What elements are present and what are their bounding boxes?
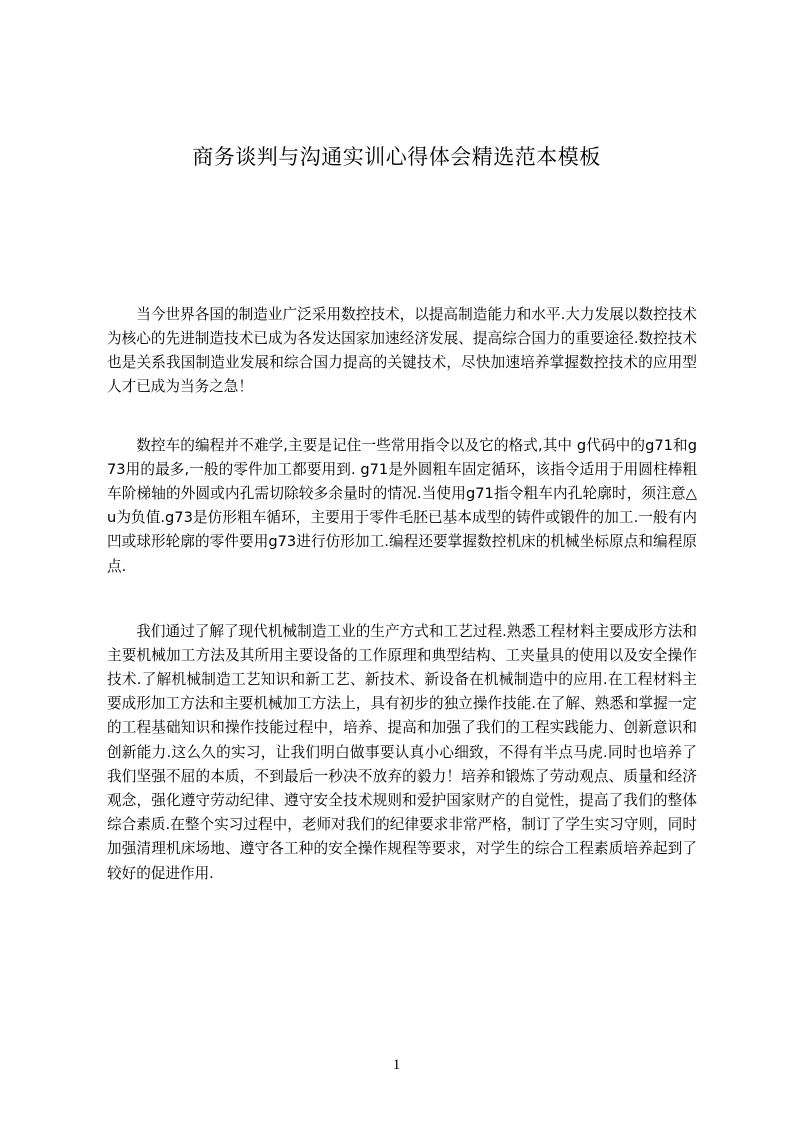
document-title: 商务谈判与沟通实训心得体会精选范本模板: [192, 145, 601, 169]
paragraph-training-experience: 我们通过了解了现代机械制造工业的生产方式和工艺过程.熟悉工程材料主要成形方法和主要机械加工方法及其所用主要设备的工作原理和典型结构、工夹量具的使用以及安全操作技术.了解机械制造工艺知识和新工艺、新技术、新设备在机械制造中的应用.在工程材料主要成形加工方法和主要机械加工方法上，具有初步的独立操作技能.在了解、熟悉和掌握一定的工程基础知识和操作技能过程中，培养、提高和加强了我们的工程实践能力、创新意识和创新能力.这么久的实习，让我们明白做事要认真小心细致，不得有半点马虎.同时也培养了我们坚强不屈的本质，不到最后一秒决不放弃的毅力！培养和锻炼了劳动观点、质量和经济观念，强化遵守劳动纪律、遵守安全技术规则和爱护国家财产的自觉性，提高了我们的整体综合素质.在整个实习过程中，老师对我们的纪律要求非常严格，制订了学生实习守则，同时加强清理机床场地、遵守各工种的安全操作规程等要求，对学生的综合工程素质培养起到了较好的促进作用.: [107, 622, 697, 882]
paragraph-cnc-importance: 当今世界各国的制造业广泛采用数控技术，以提高制造能力和水平.大力发展以数控技术为核心的先进制造技术已成为各发达国家加速经济发展、提高综合国力的重要途径.数控技术也是关系我国制造业发展和综合国力提高的关键技术，尽快加速培养掌握数控技术的应用型人才已成为当务之急！: [107, 305, 697, 396]
paragraph-cnc-programming: 数控车的编程并不难学,主要是记住一些常用指令以及它的格式,其中 g代码中的g71和g73用的最多,一般的零件加工都要用到. g71是外圆粗车固定循环，该指令适用于用圆柱棒粗车阶梯轴的外圆或内孔需切除较多余量时的情况.当使用g71指令粗车内孔轮廓时，须注意△u为负值.g73是仿形粗车循环，主要用于零件毛胚已基本成型的铸件或锻件的加工.一般有内凹或球形轮廓的零件要用g73进行仿形加工.编程还要掌握数控机床的机械坐标原点和编程原点.: [107, 436, 697, 575]
page-number: 1: [392, 1057, 401, 1073]
